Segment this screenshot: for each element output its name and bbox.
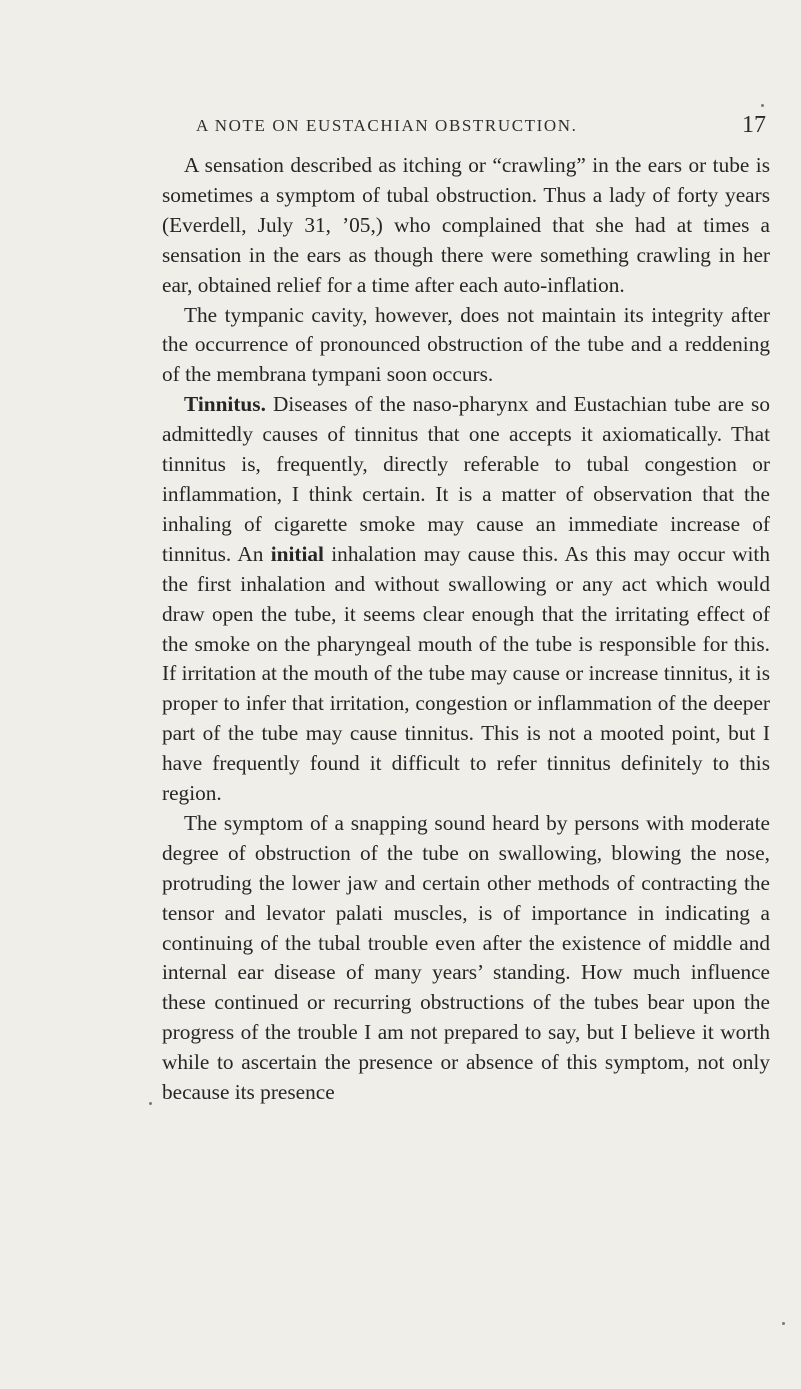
text-run: inhalation may cause this. As this may occur with the first inhalation and without swallowing or any act which would draw open the tube, it seems clear enough that the irritating effect of the smoke on the pharyngeal mouth of the tube is responsible for this. If irritation at the mouth of the tube may cause or increase tinnitus, it is proper to infer that irritation, congestion or inflammation of the deeper part of the tube may cause tinnitus. This is not a mooted point, but I have frequently found it difficult to refer tinnitus definitely to this region. [162, 541, 770, 806]
page-number: 17 [742, 112, 766, 138]
paragraph [162, 809, 770, 1108]
paper-speck [782, 1322, 785, 1325]
running-head: A NOTE ON EUSTACHIAN OBSTRUCTION. [196, 116, 578, 135]
text-run: The symptom of a snapping sound heard by persons with moderate degree of obstruction of the tube on swallowing, blowing the nose, protruding the lower jaw and certain other methods of contracting the tensor and levator palati muscles, is of importance in indicating a continuing of the tubal trouble even after the existence of middle and internal ear disease of many years’ standing. How much influence these continued or recurring obstructions of the tubes bear upon the progress of the trouble I am not prepared to say, but I believe it worth while to ascertain the presence or absence of this symptom, not only because its presence [162, 810, 770, 1105]
text-run: The tympanic cavity, however, does not maintain its integrity after the occurrence of pronounced obstruction of the tube and a reddening of the membrana tympani soon occurs. [162, 302, 770, 387]
body-text [162, 151, 770, 1108]
page-header [196, 112, 766, 142]
paper-speck [149, 1102, 152, 1105]
text-run: Diseases of the naso-pharynx and Eustachian tube are so admittedly causes of tinnitus that one accepts it axiomatically. That tinnitus is, frequently, directly referable to tubal congestion or inflammation, I think certain. It is a matter of observation that the inhaling of cigarette smoke may cause an immediate increase of tinnitus. An [162, 392, 770, 566]
paragraph [162, 390, 770, 809]
text-run: A sensation described as itching or “crawling” in the ears or tube is sometimes a symptom of tubal obstruction. Thus a lady of forty years (Everdell, July 31, ’05,) who complained that she had at times a sensation in the ears as though there were something crawling in her ear, obtained relief for a time after each auto-inflation. [162, 153, 770, 297]
emphasis-initial: initial [270, 541, 324, 566]
paragraph [162, 301, 770, 391]
section-heading-tinnitus: Tinnitus. [184, 392, 266, 417]
paragraph [162, 151, 770, 301]
paper-speck [761, 104, 764, 107]
